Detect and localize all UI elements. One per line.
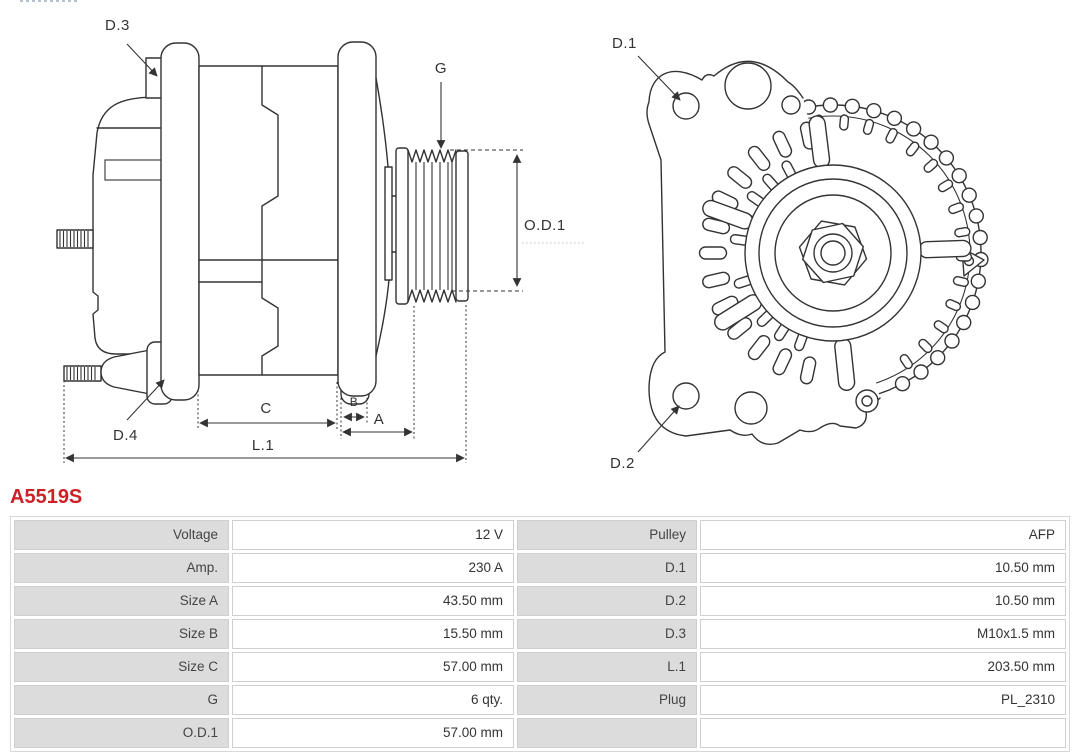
spec-label-cell: L.1 xyxy=(517,652,697,682)
spec-label-cell: Size B xyxy=(14,619,229,649)
spec-label-cell: D.3 xyxy=(517,619,697,649)
stator-body xyxy=(199,66,338,375)
alternator-rear-view xyxy=(610,35,988,472)
spec-value-cell: 43.50 mm xyxy=(232,586,514,616)
alternator-side-view xyxy=(57,17,585,463)
label-d1: D.1 xyxy=(612,35,637,52)
label-b: B xyxy=(349,395,359,409)
label-g: G xyxy=(434,60,448,77)
spec-label-cell: O.D.1 xyxy=(14,718,229,748)
mounting-flange-rear xyxy=(161,43,199,400)
spec-value-cell: 6 qty. xyxy=(232,685,514,715)
spec-value-cell: 57.00 mm xyxy=(232,652,514,682)
shaft xyxy=(385,167,392,280)
label-l1: L.1 xyxy=(251,437,275,454)
pulley-flange-right xyxy=(456,151,468,301)
label-od1: O.D.1 xyxy=(524,217,566,234)
plug-boss xyxy=(101,350,150,394)
spec-label-cell: Amp. xyxy=(14,553,229,583)
spec-label-cell: D.1 xyxy=(517,553,697,583)
spec-label-cell: Plug xyxy=(517,685,697,715)
mounting-hole-bottom xyxy=(735,392,767,424)
spec-value-cell xyxy=(700,718,1066,748)
pulley-flange-left xyxy=(396,148,408,304)
small-ear-bottom-hole xyxy=(862,396,872,406)
spec-label-cell: D.2 xyxy=(517,586,697,616)
mounting-flange-front xyxy=(338,42,376,396)
spec-label-cell xyxy=(517,718,697,748)
spec-value-cell: 15.50 mm xyxy=(232,619,514,649)
label-d4: D.4 xyxy=(113,427,138,444)
label-c: C xyxy=(260,400,272,417)
spec-value-cell: AFP xyxy=(700,520,1066,550)
spec-label-cell: Voltage xyxy=(14,520,229,550)
mounting-hole-d2 xyxy=(673,383,699,409)
small-hole-top xyxy=(782,96,800,114)
label-d3: D.3 xyxy=(105,17,130,34)
spec-value-cell: M10x1.5 mm xyxy=(700,619,1066,649)
mounting-hole-top xyxy=(725,63,771,109)
shaft-hub-and-nut xyxy=(745,165,921,341)
spec-value-cell: 230 A xyxy=(232,553,514,583)
spec-label-cell: Size C xyxy=(14,652,229,682)
pulley-grooves xyxy=(408,150,456,302)
spec-value-cell: 12 V xyxy=(232,520,514,550)
spec-label-cell: Pulley xyxy=(517,520,697,550)
spec-label-cell: Size A xyxy=(14,586,229,616)
spec-value-cell: 10.50 mm xyxy=(700,553,1066,583)
spec-table xyxy=(10,516,1070,752)
part-number: A5519S xyxy=(10,486,83,508)
stud-thread-hatching xyxy=(60,231,95,380)
label-d2: D.2 xyxy=(610,455,635,472)
spec-value-cell: 10.50 mm xyxy=(700,586,1066,616)
spec-value-cell: PL_2310 xyxy=(700,685,1066,715)
rear-housing xyxy=(93,97,165,354)
spec-value-cell: 203.50 mm xyxy=(700,652,1066,682)
spec-value-cell: 57.00 mm xyxy=(232,718,514,748)
label-a: A xyxy=(373,411,385,428)
spec-label-cell: G xyxy=(14,685,229,715)
